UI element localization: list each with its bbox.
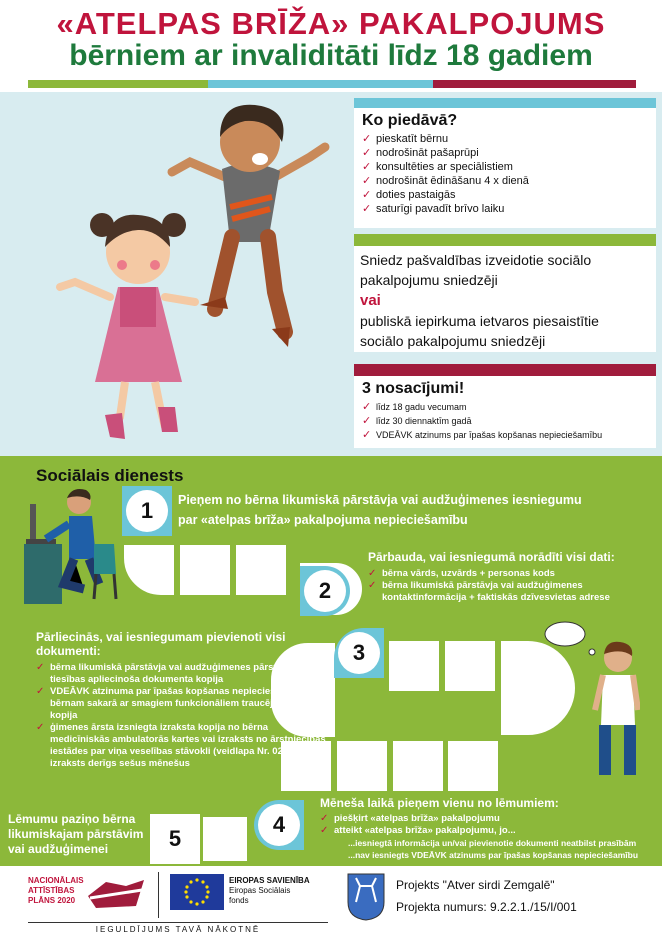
condition-item: ✓ līdz 18 gadu vecumam <box>376 400 648 414</box>
top-section <box>0 92 662 456</box>
providers-line: Sniedz pašvaldības izveidotie sociālo <box>360 252 592 268</box>
offer-panel <box>354 108 656 228</box>
path-segment <box>200 814 250 864</box>
step-1-badge: 1 <box>122 486 172 536</box>
path-segment <box>445 738 501 794</box>
header <box>0 0 662 95</box>
providers-line: publiskā iepirkuma ietvaros piesaistītie <box>360 313 599 329</box>
project-name: Projekts "Atver sirdi Zemgalē" <box>396 878 555 892</box>
path-segment <box>386 638 442 694</box>
step-3-badge: 3 <box>334 628 384 678</box>
path-segment <box>177 542 233 598</box>
step-3-text: Pārliecinās, vai iesniegumam pievienoti visi dokumenti: ✓ bērna likumiskā pārstāvja vai audžuģimenes pārstāvības tiesības apliecinoša dokumenta kopija ✓ VDEĀVK atzinuma par īpašas kopšanas nepieciešamību bērnam sakarā ar smagiem funkcionāliem traucējumiem kopija ✓ ģimenes ārsta izsniegta izraksta kopija no bērna medicīniskās ambulatorās kartes vai izraksts no ārstniecības iestādes par viņa veselības stāvokli (veidlapa Nr. 027/u); izraksts derīgs sešus mēnešus <box>36 630 326 770</box>
nap-logo-icon <box>86 876 146 910</box>
eu-logo-text: EIROPAS SAVIENĪBA Eiropas Sociālais fonds <box>229 876 310 905</box>
step-1-text: Pieņem no bērna likumiskā pārstāvja vai audžuģimenes iesniegumu par «atelpas brīža» pakalpojuma nepieciešamību <box>178 493 582 527</box>
step-3-item: ✓ ģimenes ārsta izsniegta izraksta kopija no bērna medicīniskās ambulatorās kartes vai izraksts no ārstniecības iestādes par viņa veselības stāvokli (veidlapa Nr. 027/u); izraksts derīgs sešus mēnešus <box>36 722 326 770</box>
path-segment <box>233 542 289 598</box>
conditions-panel <box>354 364 656 448</box>
page-title: «ATELPAS BRĪŽA» PAKALPOJUMS <box>56 6 606 41</box>
step-5-text: Lēmumu paziņo bērna likumiskajam pārstāvim vai audžuģimenei <box>8 812 144 856</box>
path-segment <box>390 738 446 794</box>
page-subtitle: bērniem ar invaliditāti līdz 18 gadiem <box>69 39 593 72</box>
step-4-badge: 4 <box>254 800 304 850</box>
step-4-item: ✓ atteikt «atelpas brīža» pakalpojumu, jo... <box>320 825 650 837</box>
process-title: Sociālais dienests <box>36 466 184 485</box>
offer-item: ✓ nodrošināt pašaprūpi <box>376 146 648 160</box>
condition-item: ✓ VDEĀVK atzinums par īpašas kopšanas nepieciešamību <box>376 428 648 442</box>
condition-item: ✓ līdz 30 diennaktīm gadā <box>376 414 648 428</box>
step-2-item: ✓ bērna vārds, uzvārds + personas kods <box>368 568 658 580</box>
step-4-text: Mēneša laikā pieņem vienu no lēmumiem: ✓ piešķirt «atelpas brīža» pakalpojumu ✓ atteikt «atelpas brīža» pakalpojumu, jo... ...iesniegtā informācija un/vai pievienotie dokumenti neatbilst prasībām ...nav iesniegts VDEĀVK atzinums par īpašas kopšanas nepieciešamību <box>320 796 650 861</box>
offer-item: ✓ nodrošināt ēdināšanu 4 x dienā <box>376 174 648 188</box>
step-5-badge: 5 <box>150 814 200 864</box>
color-bars <box>28 80 636 88</box>
offer-item: ✓ doties pastaigās <box>376 188 648 202</box>
nap-logo-text: NACIONĀLAIS ATTĪSTĪBAS PLĀNS 2020 <box>28 876 84 905</box>
girl-figure <box>60 213 195 439</box>
eu-flag-icon <box>170 874 224 910</box>
providers-or: vai <box>360 292 381 309</box>
offer-item: ✓ pieskatīt bērnu <box>376 132 648 146</box>
providers-panel <box>354 234 656 352</box>
footer <box>0 866 662 938</box>
step-3-item: ✓ bērna likumiskā pārstāvja vai audžuģimenes pārstāvības tiesības apliecinoša dokumenta kopija <box>36 662 326 686</box>
offer-item: ✓ konsultēties ar speciālistiem <box>376 160 648 174</box>
step-3-item: ✓ VDEĀVK atzinuma par īpašas kopšanas nepieciešamību bērnam sakarā ar smagiem funkcionāliem traucējumiem kopija <box>36 686 326 722</box>
parent-illustration <box>540 620 640 780</box>
boy-figure <box>172 105 325 347</box>
coat-of-arms-icon <box>346 872 386 922</box>
offer-heading: Ko piedāvā? <box>362 112 458 129</box>
social-worker-illustration <box>24 484 124 604</box>
footer-tagline: IEGULDĪJUMS TAVĀ NĀKOTNĒ <box>28 922 328 934</box>
providers-line: sociālo pakalpojumu sniedzēji <box>360 333 546 349</box>
offer-item: ✓ saturīgi pavadīt brīvo laiku <box>376 202 648 216</box>
step-2-badge: 2 <box>300 566 350 616</box>
providers-line: pakalpojumu sniedzēji <box>360 272 498 288</box>
project-number: Projekta numurs: 9.2.2.1./15/I/001 <box>396 900 577 914</box>
path-segment <box>442 638 498 694</box>
conditions-heading: 3 nosacījumi! <box>362 380 465 397</box>
step-2-text: Pārbauda, vai iesniegumā norādīti visi dati: ✓ bērna vārds, uzvārds + personas kods ✓ bērna likumiskā pārstāvja vai audžuģimenes kontaktinformācija + faktiskās dzīvesvietas adrese <box>368 550 658 604</box>
step-4-item: ✓ piešķirt «atelpas brīža» pakalpojumu <box>320 813 650 825</box>
children-illustration <box>50 97 340 447</box>
path-segment <box>334 738 390 794</box>
step-2-item: ✓ bērna likumiskā pārstāvja vai audžuģimenes kontaktinformācija + faktiskās dzīvesvietas adrese <box>368 580 658 604</box>
